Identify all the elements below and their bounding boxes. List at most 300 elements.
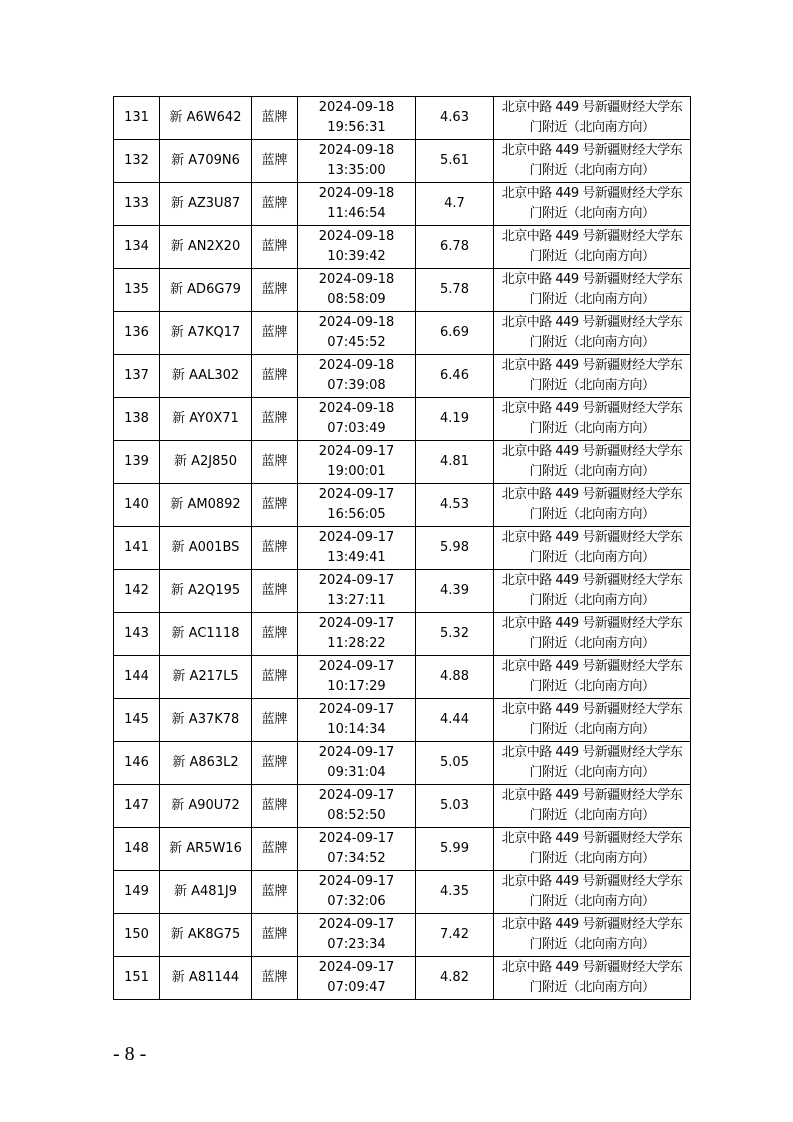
plate-color: 蓝牌 (261, 798, 288, 813)
record-table-body (114, 97, 691, 1000)
location-cell (494, 785, 691, 828)
row-number: 135 (124, 282, 149, 297)
datetime-cell (298, 441, 416, 484)
record-date: 2024-09-17 (318, 487, 395, 502)
measured-value: 5.99 (440, 841, 469, 856)
record-time: 07:03:49 (327, 421, 386, 436)
location-line-2: 门附近（北向南方向） (529, 593, 655, 608)
value-cell (416, 398, 494, 441)
plate-color-cell (252, 269, 298, 312)
row-number: 146 (124, 755, 149, 770)
plate-color-cell (252, 355, 298, 398)
value-cell (416, 785, 494, 828)
record-time: 07:09:47 (327, 980, 386, 995)
plate-color: 蓝牌 (261, 669, 288, 684)
location-cell (494, 699, 691, 742)
row-number-cell (114, 914, 160, 957)
table-row (114, 312, 691, 355)
location-line-1: 北京中路 449 号新疆财经大学东 (501, 186, 683, 201)
location-line-2: 门附近（北向南方向） (529, 636, 655, 651)
table-row (114, 355, 691, 398)
plate-number: 新 A2Q195 (170, 583, 241, 598)
location-line-1: 北京中路 449 号新疆财经大学东 (501, 272, 683, 287)
location-line-1: 北京中路 449 号新疆财经大学东 (501, 358, 683, 373)
plate-color: 蓝牌 (261, 712, 288, 727)
plate-color-cell (252, 957, 298, 1000)
value-cell (416, 97, 494, 140)
location-cell (494, 828, 691, 871)
plate-color-cell (252, 226, 298, 269)
record-time: 08:52:50 (327, 808, 386, 823)
plate-cell (160, 570, 252, 613)
value-cell (416, 527, 494, 570)
plate-color: 蓝牌 (261, 282, 288, 297)
measured-value: 5.61 (440, 153, 469, 168)
datetime-cell (298, 355, 416, 398)
location-line-1: 北京中路 449 号新疆财经大学东 (501, 229, 683, 244)
measured-value: 5.78 (440, 282, 469, 297)
location-line-2: 门附近（北向南方向） (529, 421, 655, 436)
record-date: 2024-09-17 (318, 831, 395, 846)
table-row (114, 140, 691, 183)
location-cell (494, 398, 691, 441)
value-cell (416, 355, 494, 398)
datetime-cell (298, 570, 416, 613)
row-number: 136 (124, 325, 149, 340)
plate-cell (160, 269, 252, 312)
plate-color: 蓝牌 (261, 540, 288, 555)
record-table (113, 96, 691, 1000)
value-cell (416, 226, 494, 269)
row-number: 143 (124, 626, 149, 641)
datetime-cell (298, 183, 416, 226)
record-date: 2024-09-17 (318, 702, 395, 717)
location-cell (494, 312, 691, 355)
row-number: 132 (124, 153, 149, 168)
record-time: 19:56:31 (327, 120, 386, 135)
table-row (114, 269, 691, 312)
record-time: 11:46:54 (327, 206, 386, 221)
plate-number: 新 AK8G75 (170, 927, 241, 942)
record-time: 07:34:52 (327, 851, 386, 866)
location-cell (494, 914, 691, 957)
table-row (114, 97, 691, 140)
value-cell (416, 742, 494, 785)
plate-number: 新 AC1118 (171, 626, 240, 641)
plate-color: 蓝牌 (261, 583, 288, 598)
record-date: 2024-09-17 (318, 874, 395, 889)
plate-number: 新 AN2X20 (170, 239, 241, 254)
record-time: 07:32:06 (327, 894, 386, 909)
value-cell (416, 656, 494, 699)
plate-number: 新 A863L2 (172, 755, 239, 770)
plate-color: 蓝牌 (261, 755, 288, 770)
datetime-cell (298, 914, 416, 957)
location-line-1: 北京中路 449 号新疆财经大学东 (501, 616, 683, 631)
row-number-cell (114, 97, 160, 140)
plate-number: 新 A90U72 (171, 798, 240, 813)
location-line-1: 北京中路 449 号新疆财经大学东 (501, 401, 683, 416)
row-number: 142 (124, 583, 149, 598)
table-row (114, 828, 691, 871)
datetime-cell (298, 269, 416, 312)
plate-cell (160, 785, 252, 828)
record-time: 10:17:29 (327, 679, 386, 694)
row-number-cell (114, 441, 160, 484)
location-cell (494, 183, 691, 226)
plate-number: 新 A81144 (171, 970, 240, 985)
row-number: 141 (124, 540, 149, 555)
table-row (114, 398, 691, 441)
location-line-2: 门附近（北向南方向） (529, 163, 655, 178)
plate-number: 新 A001BS (171, 540, 240, 555)
location-cell (494, 269, 691, 312)
value-cell (416, 441, 494, 484)
plate-color-cell (252, 312, 298, 355)
measured-value: 4.81 (440, 454, 469, 469)
record-date: 2024-09-18 (318, 272, 395, 287)
record-time: 16:56:05 (327, 507, 386, 522)
plate-number: 新 A37K78 (171, 712, 240, 727)
measured-value: 5.05 (440, 755, 469, 770)
value-cell (416, 269, 494, 312)
plate-color-cell (252, 871, 298, 914)
plate-color: 蓝牌 (261, 239, 288, 254)
record-time: 09:31:04 (327, 765, 386, 780)
row-number-cell (114, 828, 160, 871)
table-row (114, 527, 691, 570)
plate-color: 蓝牌 (261, 970, 288, 985)
plate-color: 蓝牌 (261, 626, 288, 641)
value-cell (416, 957, 494, 1000)
record-date: 2024-09-17 (318, 616, 395, 631)
location-line-1: 北京中路 449 号新疆财经大学东 (501, 960, 683, 975)
plate-color-cell (252, 527, 298, 570)
plate-cell (160, 312, 252, 355)
row-number: 145 (124, 712, 149, 727)
location-cell (494, 441, 691, 484)
location-cell (494, 656, 691, 699)
datetime-cell (298, 484, 416, 527)
record-date: 2024-09-17 (318, 530, 395, 545)
table-row (114, 484, 691, 527)
location-line-2: 门附近（北向南方向） (529, 765, 655, 780)
plate-number: 新 AD6G79 (170, 282, 241, 297)
measured-value: 6.46 (440, 368, 469, 383)
record-date: 2024-09-17 (318, 788, 395, 803)
measured-value: 4.19 (440, 411, 469, 426)
location-cell (494, 484, 691, 527)
location-cell (494, 742, 691, 785)
record-date: 2024-09-17 (318, 745, 395, 760)
datetime-cell (298, 527, 416, 570)
location-line-1: 北京中路 449 号新疆财经大学东 (501, 917, 683, 932)
plate-color-cell (252, 914, 298, 957)
location-line-1: 北京中路 449 号新疆财经大学东 (501, 874, 683, 889)
datetime-cell (298, 656, 416, 699)
plate-cell (160, 355, 252, 398)
plate-number: 新 AY0X71 (172, 411, 239, 426)
measured-value: 6.78 (440, 239, 469, 254)
location-line-1: 北京中路 449 号新疆财经大学东 (501, 659, 683, 674)
row-number-cell (114, 269, 160, 312)
location-line-2: 门附近（北向南方向） (529, 206, 655, 221)
plate-cell (160, 742, 252, 785)
value-cell (416, 183, 494, 226)
page-number: - 8 - (113, 1043, 147, 1065)
table-row (114, 613, 691, 656)
location-line-1: 北京中路 449 号新疆财经大学东 (501, 745, 683, 760)
row-number: 133 (124, 196, 149, 211)
location-line-1: 北京中路 449 号新疆财经大学东 (501, 444, 683, 459)
measured-value: 5.98 (440, 540, 469, 555)
plate-number: 新 A2J850 (174, 454, 237, 469)
record-time: 13:27:11 (327, 593, 386, 608)
row-number: 139 (124, 454, 149, 469)
plate-color: 蓝牌 (261, 927, 288, 942)
location-cell (494, 527, 691, 570)
plate-color: 蓝牌 (261, 325, 288, 340)
location-line-1: 北京中路 449 号新疆财经大学东 (501, 315, 683, 330)
row-number-cell (114, 699, 160, 742)
plate-color-cell (252, 398, 298, 441)
plate-number: 新 AZ3U87 (170, 196, 241, 211)
location-cell (494, 871, 691, 914)
plate-number: 新 A7KQ17 (170, 325, 241, 340)
row-number-cell (114, 183, 160, 226)
plate-color: 蓝牌 (261, 110, 288, 125)
record-time: 07:23:34 (327, 937, 386, 952)
measured-value: 6.69 (440, 325, 469, 340)
plate-color-cell (252, 656, 298, 699)
plate-color-cell (252, 484, 298, 527)
plate-cell (160, 914, 252, 957)
location-line-1: 北京中路 449 号新疆财经大学东 (501, 100, 683, 115)
value-cell (416, 613, 494, 656)
row-number-cell (114, 656, 160, 699)
location-line-2: 门附近（北向南方向） (529, 722, 655, 737)
location-cell (494, 226, 691, 269)
table-row (114, 742, 691, 785)
record-date: 2024-09-17 (318, 573, 395, 588)
plate-color-cell (252, 140, 298, 183)
record-time: 08:58:09 (327, 292, 386, 307)
plate-color: 蓝牌 (261, 153, 288, 168)
plate-cell (160, 398, 252, 441)
plate-color-cell (252, 699, 298, 742)
record-date: 2024-09-18 (318, 401, 395, 416)
table-row (114, 656, 691, 699)
record-time: 10:14:34 (327, 722, 386, 737)
datetime-cell (298, 140, 416, 183)
record-date: 2024-09-18 (318, 143, 395, 158)
measured-value: 4.39 (440, 583, 469, 598)
plate-cell (160, 527, 252, 570)
plate-cell (160, 828, 252, 871)
row-number-cell (114, 957, 160, 1000)
row-number: 144 (124, 669, 149, 684)
row-number: 131 (124, 110, 149, 125)
plate-cell (160, 441, 252, 484)
row-number: 137 (124, 368, 149, 383)
datetime-cell (298, 398, 416, 441)
location-cell (494, 140, 691, 183)
location-line-2: 门附近（北向南方向） (529, 894, 655, 909)
datetime-cell (298, 957, 416, 1000)
record-time: 07:39:08 (327, 378, 386, 393)
plate-color: 蓝牌 (261, 196, 288, 211)
record-date: 2024-09-18 (318, 186, 395, 201)
location-line-1: 北京中路 449 号新疆财经大学东 (501, 530, 683, 545)
location-line-2: 门附近（北向南方向） (529, 378, 655, 393)
location-line-1: 北京中路 449 号新疆财经大学东 (501, 143, 683, 158)
row-number-cell (114, 871, 160, 914)
measured-value: 7.42 (440, 927, 469, 942)
plate-cell (160, 97, 252, 140)
plate-color: 蓝牌 (261, 884, 288, 899)
value-cell (416, 312, 494, 355)
plate-cell (160, 140, 252, 183)
row-number-cell (114, 613, 160, 656)
table-row (114, 183, 691, 226)
datetime-cell (298, 699, 416, 742)
plate-color-cell (252, 613, 298, 656)
row-number-cell (114, 398, 160, 441)
record-time: 19:00:01 (327, 464, 386, 479)
measured-value: 4.7 (444, 196, 465, 211)
location-line-1: 北京中路 449 号新疆财经大学东 (501, 487, 683, 502)
row-number: 147 (124, 798, 149, 813)
row-number: 151 (124, 970, 149, 985)
plate-number: 新 AM0892 (170, 497, 241, 512)
location-line-2: 门附近（北向南方向） (529, 808, 655, 823)
record-time: 11:28:22 (327, 636, 386, 651)
datetime-cell (298, 312, 416, 355)
row-number: 148 (124, 841, 149, 856)
plate-cell (160, 226, 252, 269)
record-time: 10:39:42 (327, 249, 386, 264)
value-cell (416, 140, 494, 183)
plate-cell (160, 699, 252, 742)
plate-cell (160, 656, 252, 699)
row-number-cell (114, 312, 160, 355)
plate-cell (160, 484, 252, 527)
plate-color-cell (252, 570, 298, 613)
record-date: 2024-09-18 (318, 358, 395, 373)
plate-color-cell (252, 183, 298, 226)
location-line-2: 门附近（北向南方向） (529, 937, 655, 952)
plate-color: 蓝牌 (261, 368, 288, 383)
value-cell (416, 871, 494, 914)
location-cell (494, 570, 691, 613)
record-time: 13:49:41 (327, 550, 386, 565)
measured-value: 4.88 (440, 669, 469, 684)
measured-value: 4.53 (440, 497, 469, 512)
table-row (114, 914, 691, 957)
value-cell (416, 914, 494, 957)
datetime-cell (298, 742, 416, 785)
plate-color-cell (252, 742, 298, 785)
row-number-cell (114, 570, 160, 613)
plate-cell (160, 957, 252, 1000)
row-number-cell (114, 484, 160, 527)
row-number-cell (114, 742, 160, 785)
measured-value: 5.03 (440, 798, 469, 813)
datetime-cell (298, 871, 416, 914)
row-number: 134 (124, 239, 149, 254)
record-date: 2024-09-18 (318, 100, 395, 115)
location-line-2: 门附近（北向南方向） (529, 507, 655, 522)
location-line-2: 门附近（北向南方向） (529, 851, 655, 866)
location-line-2: 门附近（北向南方向） (529, 335, 655, 350)
plate-color-cell (252, 785, 298, 828)
measured-value: 5.32 (440, 626, 469, 641)
location-line-1: 北京中路 449 号新疆财经大学东 (501, 831, 683, 846)
location-line-2: 门附近（北向南方向） (529, 679, 655, 694)
row-number-cell (114, 140, 160, 183)
table-row (114, 226, 691, 269)
plate-number: 新 AR5W16 (169, 841, 242, 856)
location-line-2: 门附近（北向南方向） (529, 550, 655, 565)
table-row (114, 699, 691, 742)
location-line-1: 北京中路 449 号新疆财经大学东 (501, 702, 683, 717)
datetime-cell (298, 226, 416, 269)
location-cell (494, 97, 691, 140)
table-row (114, 441, 691, 484)
datetime-cell (298, 97, 416, 140)
plate-number: 新 A709N6 (171, 153, 240, 168)
plate-color: 蓝牌 (261, 411, 288, 426)
measured-value: 4.44 (440, 712, 469, 727)
location-line-2: 门附近（北向南方向） (529, 249, 655, 264)
plate-cell (160, 613, 252, 656)
table-row (114, 785, 691, 828)
measured-value: 4.35 (440, 884, 469, 899)
plate-color: 蓝牌 (261, 454, 288, 469)
plate-number: 新 A6W642 (169, 110, 242, 125)
location-cell (494, 355, 691, 398)
record-date: 2024-09-17 (318, 917, 395, 932)
plate-color: 蓝牌 (261, 841, 288, 856)
location-cell (494, 957, 691, 1000)
record-time: 07:45:52 (327, 335, 386, 350)
location-line-1: 北京中路 449 号新疆财经大学东 (501, 788, 683, 803)
value-cell (416, 570, 494, 613)
value-cell (416, 484, 494, 527)
row-number: 138 (124, 411, 149, 426)
datetime-cell (298, 828, 416, 871)
record-date: 2024-09-18 (318, 315, 395, 330)
record-date: 2024-09-17 (318, 444, 395, 459)
plate-color-cell (252, 828, 298, 871)
datetime-cell (298, 785, 416, 828)
plate-number: 新 A217L5 (172, 669, 239, 684)
datetime-cell (298, 613, 416, 656)
location-line-2: 门附近（北向南方向） (529, 464, 655, 479)
row-number-cell (114, 785, 160, 828)
table-row (114, 570, 691, 613)
plate-cell (160, 871, 252, 914)
location-line-2: 门附近（北向南方向） (529, 120, 655, 135)
location-line-1: 北京中路 449 号新疆财经大学东 (501, 573, 683, 588)
table-row (114, 871, 691, 914)
record-date: 2024-09-17 (318, 960, 395, 975)
location-line-2: 门附近（北向南方向） (529, 292, 655, 307)
record-date: 2024-09-18 (318, 229, 395, 244)
row-number: 140 (124, 497, 149, 512)
value-cell (416, 699, 494, 742)
plate-color-cell (252, 441, 298, 484)
